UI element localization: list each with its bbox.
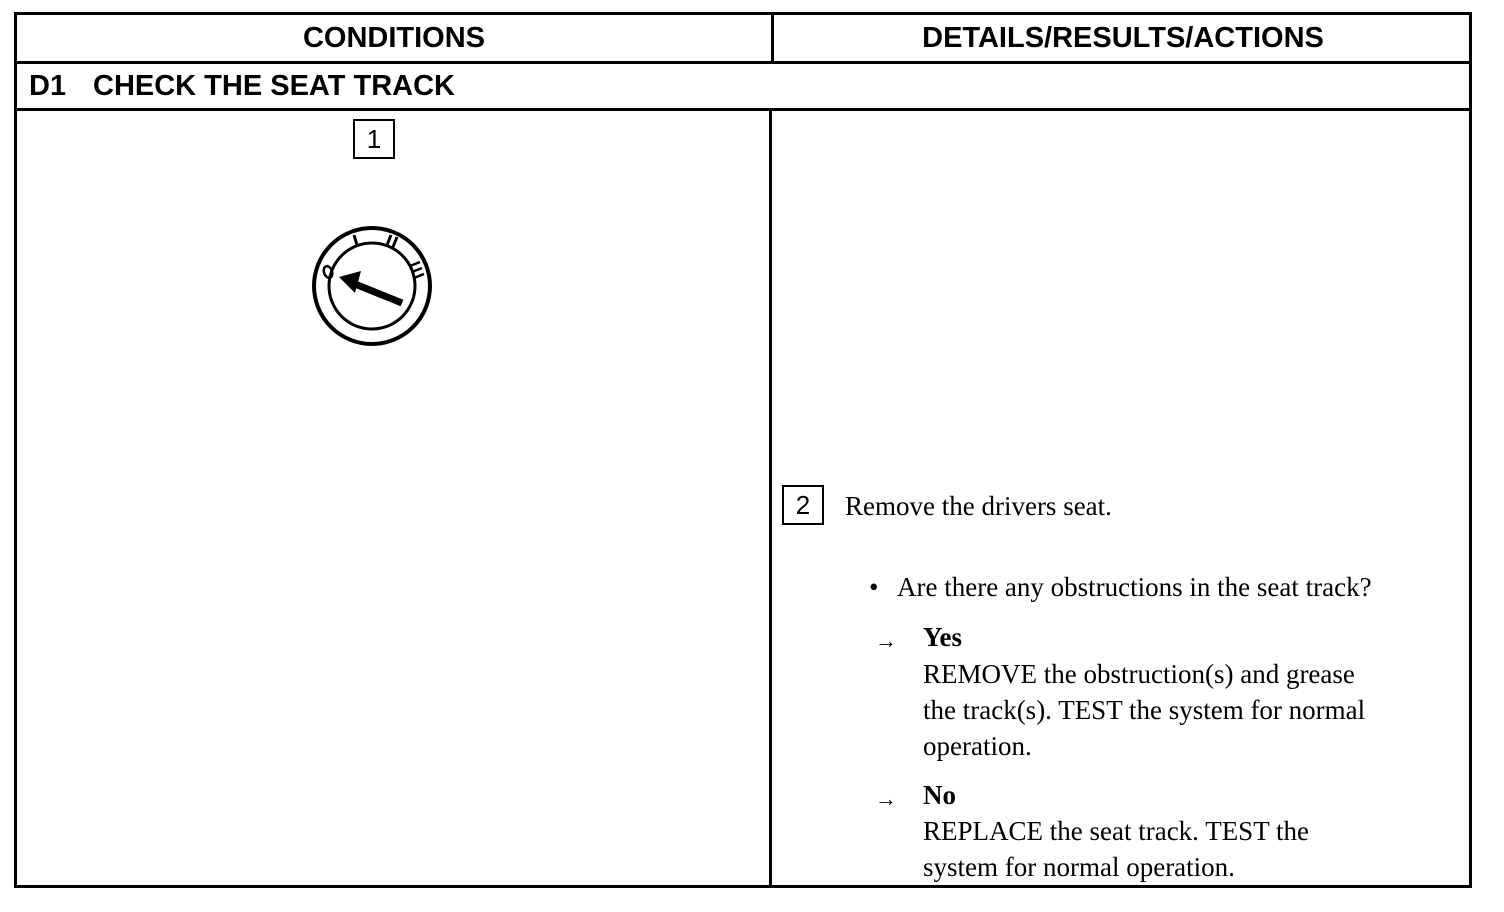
step-2-instruction: Remove the drivers seat.	[845, 491, 1112, 521]
question-bullet	[869, 572, 1372, 603]
answer-no-action	[923, 813, 1443, 885]
answer-yes-action	[923, 656, 1443, 764]
diagnostic-table	[14, 12, 1472, 888]
answer-no-line-2: system for normal operation.	[923, 852, 1235, 882]
answer-no-label: No	[923, 780, 956, 810]
section-code: D1	[29, 69, 67, 102]
details-header: DETAILS/RESULTS/ACTIONS	[922, 21, 1324, 54]
arrow-right-icon: →	[875, 786, 897, 811]
divider	[17, 108, 1469, 111]
step-1-box: 1	[353, 119, 395, 159]
column-divider	[769, 111, 772, 885]
answer-no-line-1: REPLACE the seat track. TEST the	[923, 816, 1309, 846]
conditions-header: CONDITIONS	[17, 15, 774, 61]
ignition-switch-off-icon	[307, 221, 437, 356]
arrow-right-icon: →	[875, 628, 897, 653]
section-title: CHECK THE SEAT TRACK	[93, 69, 455, 102]
bullet-icon: •	[869, 572, 879, 602]
section-heading	[17, 64, 1469, 108]
answer-yes-line-1: REMOVE the obstruction(s) and grease	[923, 659, 1355, 689]
step-2-box: 2	[782, 485, 824, 525]
question-text: Are there any obstructions in the seat track?	[897, 572, 1372, 602]
answer-yes-line-3: operation.	[923, 731, 1032, 761]
answer-yes-line-2: the track(s). TEST the system for normal	[923, 695, 1366, 725]
answer-yes-label: Yes	[923, 622, 962, 652]
